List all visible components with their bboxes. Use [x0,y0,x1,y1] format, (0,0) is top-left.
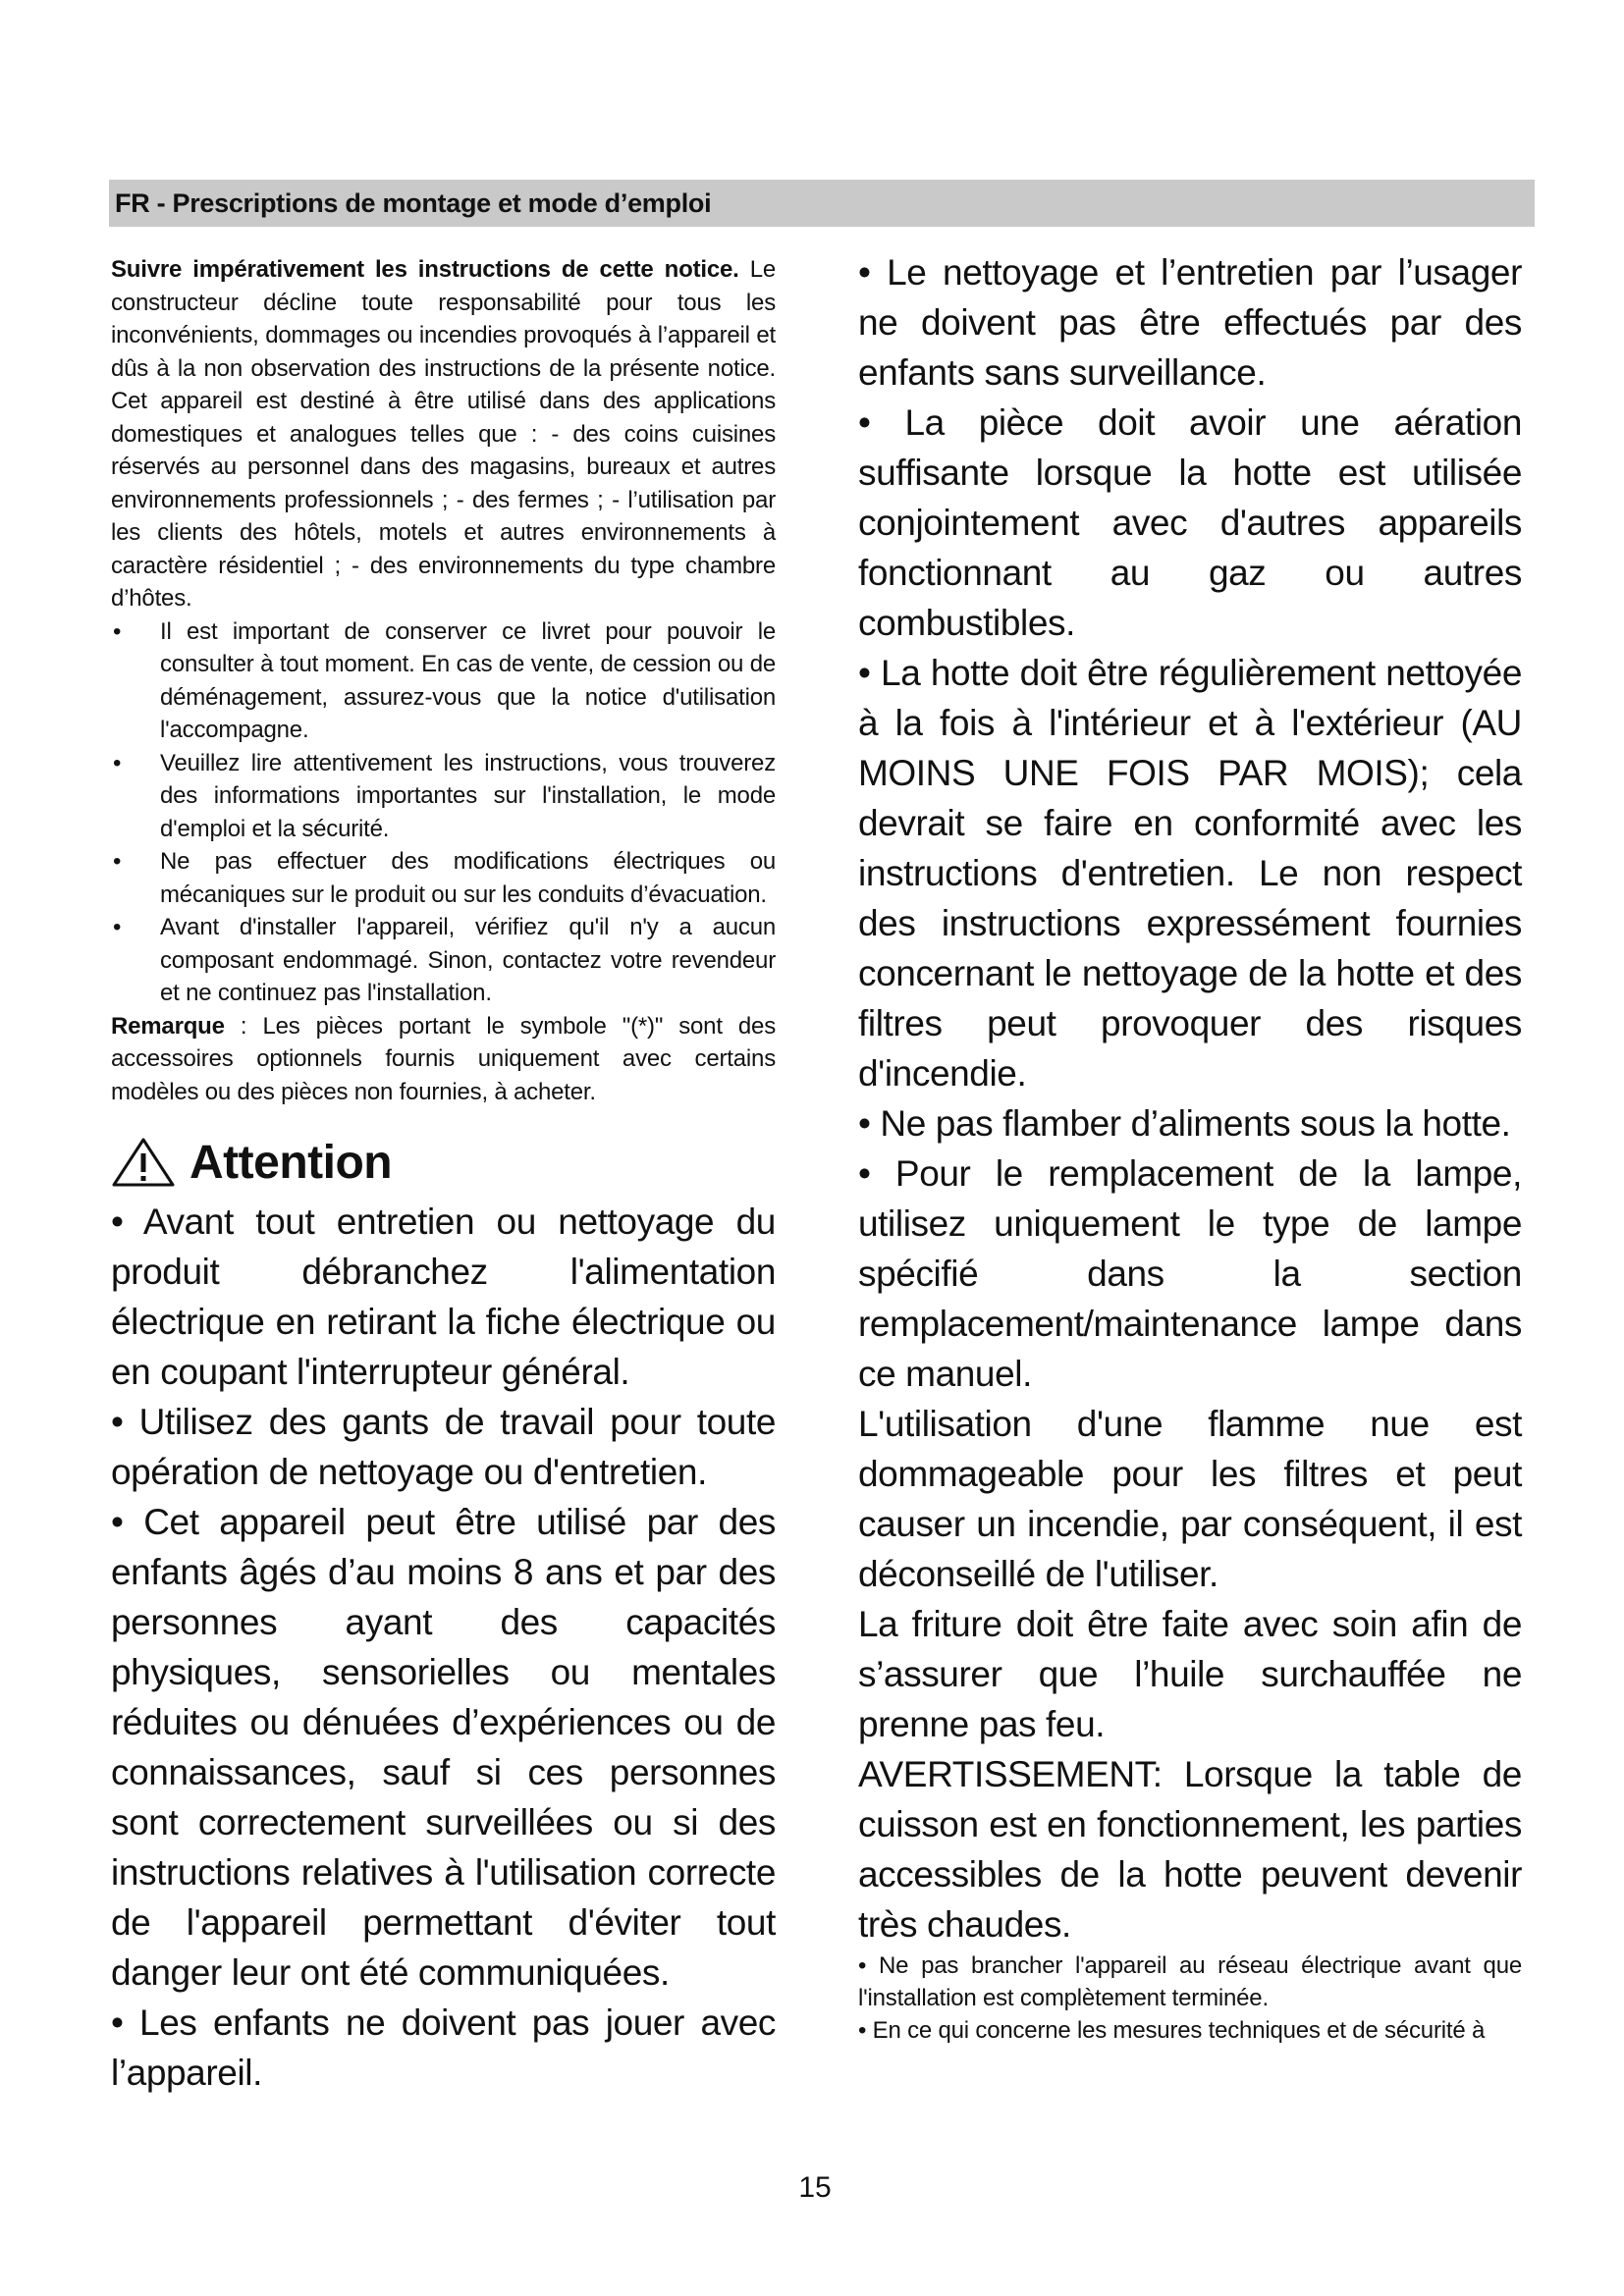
warning-triangle-icon [111,1137,176,1188]
intro-bold-lead: Suivre impérativement les instructions de cette notice. [111,256,739,283]
safety-paragraph: L'utilisation d'une flamme nue est dommageable pour les filtres et peut causer un incendie, par conséquent, il est déconseillé de l'utiliser. [858,1404,1522,1594]
bullet-text: Avant d'installer l'appareil, vérifiez qu'il n'y a aucun composant endommagé. Sinon, contactez votre revendeur et ne continuez pas l'installation. [160,914,776,1006]
remark-paragraph [111,1010,776,1109]
bullet-icon: • [113,749,122,776]
intro-paragraph [111,253,776,615]
attention-paragraph: • Avant tout entretien ou nettoyage du produit débranchez l'alimentation électrique en retirant la fiche électrique ou en coupant l'interrupteur général. [111,1201,776,1392]
right-column [858,247,1522,2047]
list-item [111,615,776,747]
safety-paragraph: • Pour le remplacement de la lampe, utilisez uniquement le type de lampe spécifié dans la section remplacement/maintenance lampe dans ce manuel. [858,1153,1522,1394]
safety-paragraph: • La pièce doit avoir une aération suffisante lorsque la hotte est utilisée conjointement avec d'autres appareils fonctionnant au gaz ou autres combustibles. [858,402,1522,643]
left-column [111,253,776,2098]
section-header-bar [109,180,1535,227]
safety-paragraph: • Ne pas flamber d’aliments sous la hotte. [858,1103,1511,1144]
attention-paragraph: • Les enfants ne doivent pas jouer avec l’appareil. [111,2002,776,2093]
small-note: • Ne pas brancher l'appareil au réseau électrique avant que l'installation est complètement terminée. [858,1952,1522,2011]
bullet-icon: • [113,848,122,875]
attention-paragraph: • Cet appareil peut être utilisé par des enfants âgés d’au moins 8 ans et par des personnes ayant des capacités physiques, sensorielles ou mentales réduites ou dénuées d’expériences ou de connaissances, sauf si ces personnes sont correctement surveillées ou si des instructions relatives à l'utilisation correcte de l'appareil permettant d'éviter tout danger leur ont été communiquées. [111,1502,776,1993]
safety-paragraph: • Le nettoyage et l’entretien par l’usager ne doivent pas être effectués par des enfants sans surveillance. [858,252,1522,393]
warning-paragraph: AVERTISSEMENT: Lorsque la table de cuisson est en fonctionnement, les parties accessibles de la hotte peuvent devenir très chaudes. [858,1754,1522,1945]
bullet-text: Veuillez lire attentivement les instructions, vous trouverez des informations importantes sur l'installation, le mode d'emploi et la sécurité. [160,749,776,842]
list-item [111,747,776,846]
bullet-text: Ne pas effectuer des modifications électriques ou mécaniques sur le produit ou sur les conduits d’évacuation. [160,848,776,908]
small-note: • En ce qui concerne les mesures techniques et de sécurité à [858,2017,1486,2044]
bullet-text: Il est important de conserver ce livret pour pouvoir le consulter à tout moment. En cas de vente, de cession ou de déménagement, assurez-vous que la notice d'utilisation l'accompagne. [160,617,776,743]
remark-label: Remarque [111,1012,225,1040]
list-item [111,845,776,911]
bullet-icon: • [113,617,122,645]
install-bullet-list [111,615,776,1010]
section-title: FR - Prescriptions de montage et mode d’emploi [115,188,712,218]
remark-text: : Les pièces portant le symbole "(*)" sont des accessoires optionnels fournis uniquement avec certains modèles ou des pièces non fournies, à acheter. [111,1012,776,1105]
safety-paragraph: • La hotte doit être régulièrement nettoyée à la fois à l'intérieur et à l'extérieur (AU MOINS UNE FOIS PAR MOIS); cela devrait se faire en conformité avec les instructions d'entretien. Le non respect des instructions expressément fournies concernant le nettoyage de la hotte et des filtres peut provoquer des risques d'incendie. [858,653,1522,1094]
attention-heading [111,1128,776,1197]
page-number: 15 [798,2171,832,2204]
attention-title: Attention [189,1136,393,1189]
safety-paragraph: La friture doit être faite avec soin afin de s’assurer que l’huile surchauffée ne prenne pas feu. [858,1604,1522,1744]
intro-text: Le constructeur décline toute responsabilité pour tous les inconvénients, dommages ou incendies provoqués à l’appareil et dûs à la non observation des instructions de la présente notice. Cet appareil est destiné à être utilisé dans des applications domestiques et analogues telles que : - des coins cuisines réservés au personnel dans des magasins, bureaux et autres environnements professionnels ; - des fermes ; - l’utilisation par les clients des hôtels, motels et autres environnements à caractère résidentiel ; - des environnements du type chambre d’hôtes. [111,256,776,612]
attention-paragraph: • Utilisez des gants de travail pour toute opération de nettoyage ou d'entretien. [111,1402,776,1492]
bullet-icon: • [113,914,122,940]
list-item [111,911,776,1010]
